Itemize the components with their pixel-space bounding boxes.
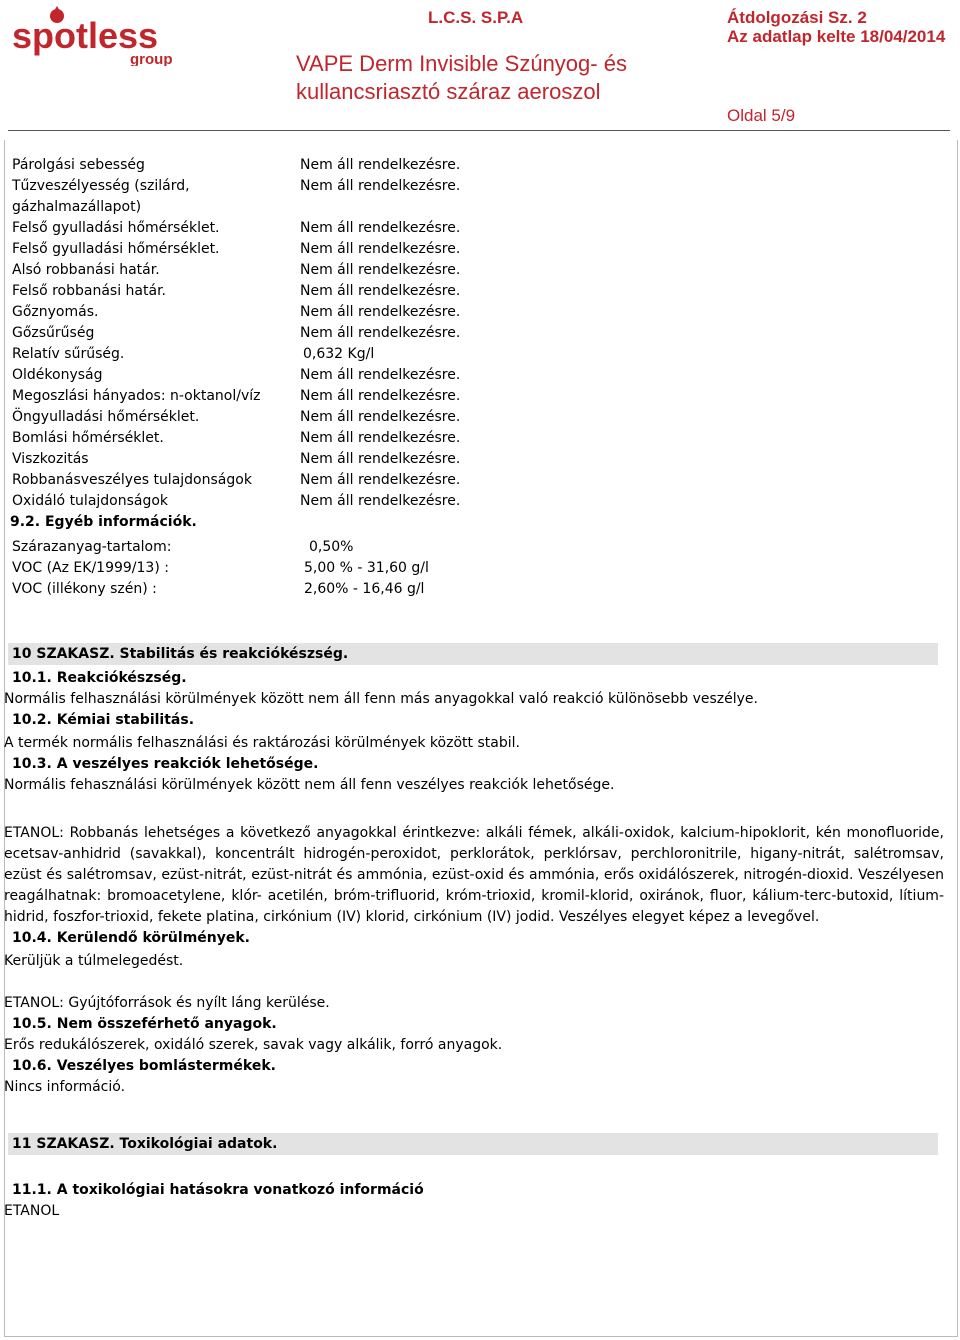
property-name: Relatív sűrűség.	[12, 346, 125, 362]
property-name: Felső gyulladási hőmérséklet.	[12, 241, 220, 257]
property-name: Felső gyulladási hőmérséklet.	[12, 220, 220, 236]
property-name: Párolgási sebesség	[12, 157, 145, 173]
revision-number: Átdolgozási Sz. 2	[727, 8, 867, 27]
info-name: VOC (illékony szén) :	[12, 581, 157, 597]
property-row	[12, 155, 492, 176]
property-name: Tűzveszélyesség (szilárd, gázhalmazállapot)	[12, 178, 190, 215]
product-name	[296, 50, 627, 106]
info-value: 5,00 % - 31,60 g/l	[304, 560, 429, 576]
subsection-10-6-text: Nincs információ.	[4, 1079, 126, 1095]
property-value: 0,632 Kg/l	[303, 346, 375, 362]
property-row	[12, 323, 492, 344]
property-name: Felső robbanási határ.	[12, 283, 166, 299]
subsection-10-3-text: Normális fehasználási körülmények között nem áll fenn veszélyes reakciók lehetősége.	[4, 777, 615, 793]
section-11-header	[8, 1133, 938, 1155]
property-value: Nem áll rendelkezésre.	[300, 304, 461, 320]
section-10-title: 10 SZAKASZ. Stabilitás és reakciókészség.	[12, 646, 349, 662]
property-name: Megoszlási hányados: n-oktanol/víz	[12, 388, 261, 404]
info-value: 0,50%	[309, 539, 354, 555]
property-name: Viszkozitás	[12, 451, 89, 467]
property-value: Nem áll rendelkezésre.	[300, 472, 461, 488]
property-row	[12, 176, 492, 218]
property-row	[12, 260, 492, 281]
subsection-10-1-text: Normális felhasználási körülmények között nem áll fenn más anyagokkal való reakció különösebb veszélye.	[4, 691, 758, 707]
properties-table	[12, 155, 492, 533]
subsection-10-4-etanol: ETANOL: Gyújtóforrások és nyílt láng kerülése.	[4, 995, 330, 1011]
subsection-10-3-title: 10.3. A veszélyes reakciók lehetősége.	[12, 756, 319, 772]
product-name-line2: kullancsriasztó száraz aeroszol	[296, 79, 601, 104]
info-row	[12, 579, 492, 600]
property-row	[12, 218, 492, 239]
property-name: Bomlási hőmérséklet.	[12, 430, 164, 446]
subsection-10-4-text: Kerüljük a túlmelegedést.	[4, 953, 184, 969]
subsection-11-1-title: 11.1. A toxikológiai hatásokra vonatkozó információ	[12, 1182, 424, 1198]
property-value: Nem áll rendelkezésre.	[300, 157, 461, 173]
property-row	[12, 239, 492, 260]
header-divider	[8, 130, 950, 131]
property-value: Nem áll rendelkezésre.	[300, 388, 461, 404]
product-name-line1: VAPE Derm Invisible Szúnyog- és	[296, 51, 627, 76]
spacer	[4, 796, 944, 817]
subsection-10-1-title: 10.1. Reakciókészség.	[12, 670, 187, 686]
property-row	[12, 491, 492, 512]
property-row	[12, 449, 492, 470]
info-row	[12, 558, 492, 579]
property-name: Oxidáló tulajdonságok	[12, 493, 169, 509]
property-value: Nem áll rendelkezésre.	[300, 451, 461, 467]
info-name: VOC (Az EK/1999/13) :	[12, 560, 169, 576]
property-value: Nem áll rendelkezésre.	[300, 325, 461, 341]
other-info-table	[12, 537, 492, 600]
subsection-10-3-etanol: ETANOL: Robbanás lehetséges a következő anyagokkal érintkezve: alkáli fémek, alkáli-oxidok, kalcium-hipoklorit, kén monofluoride, ecetsav-anhidrid (savakkal), koncentrált hidrogén-peroxidot, perklorátok, perklórsav, perchloronitrile, higany-nitrát, salétromsav, ezüst és salétromsav, ezüst-nitrát, ezüst-nitrát és ammónia, ezüst-oxid és ammónia, erős oxidálószerek, nitrogén-dioxid. Veszélyesen reagálhatnak: bromoacetylene, klór- acetilén, bróm-trifluorid, króm-trioxid, kromil-klorid, oxiránok, fluor, kálium-terc-butoxid, lítium-hidrid, foszfor-trioxid, fekete platina, cirkónium (IV) klorid, cirkónium (IV) jodid. Veszélyes elegyet képez a levegővel.	[4, 825, 944, 925]
subsection-10-6-title: 10.6. Veszélyes bomlástermékek.	[12, 1058, 276, 1074]
sheet-date: Az adatlap kelte 18/04/2014	[727, 27, 946, 46]
section-10-body	[4, 668, 944, 1098]
info-row	[12, 537, 492, 558]
subsection-11-1-text: ETANOL	[4, 1203, 60, 1219]
section-10-header	[8, 643, 938, 665]
property-row	[12, 428, 492, 449]
property-value: Nem áll rendelkezésre.	[300, 220, 461, 236]
property-value: Nem áll rendelkezésre.	[300, 367, 461, 383]
property-name: Alsó robbanási határ.	[12, 262, 160, 278]
page-number: Oldal 5/9	[727, 106, 796, 125]
info-name: Szárazanyag-tartalom:	[12, 539, 172, 555]
subsection-10-2-title: 10.2. Kémiai stabilitás.	[12, 712, 195, 728]
property-name: Öngyulladási hőmérséklet.	[12, 409, 200, 425]
property-name: Oldékonyság	[12, 367, 103, 383]
property-value: Nem áll rendelkezésre.	[300, 262, 461, 278]
subsection-10-5-text: Erős redukálószerek, oxidáló szerek, savak vagy alkálik, forró anyagok.	[4, 1037, 503, 1053]
spotless-logo	[10, 4, 180, 66]
property-value: Nem áll rendelkezésre.	[300, 409, 461, 425]
section-11-body	[4, 1180, 944, 1222]
property-row	[12, 281, 492, 302]
property-row	[12, 470, 492, 491]
property-value: Nem áll rendelkezésre.	[300, 430, 461, 446]
property-row	[12, 407, 492, 428]
spacer	[4, 972, 944, 993]
property-name: Gőznyomás.	[12, 304, 99, 320]
subsection-10-4-title: 10.4. Kerülendő körülmények.	[12, 930, 250, 946]
info-value: 2,60% - 16,46 g/l	[304, 581, 425, 597]
property-value: Nem áll rendelkezésre.	[300, 283, 461, 299]
subsection-10-2-text: A termék normális felhasználási és raktározási körülmények között stabil.	[4, 735, 520, 751]
property-row	[12, 344, 492, 365]
property-value: Nem áll rendelkezésre.	[300, 241, 461, 257]
property-name: Robbanásveszélyes tulajdonságok	[12, 472, 252, 488]
svg-text:spotless: spotless	[12, 15, 159, 56]
property-value: Nem áll rendelkezésre.	[300, 178, 461, 194]
property-row	[12, 302, 492, 323]
property-row	[12, 365, 492, 386]
property-row	[12, 386, 492, 407]
section-9-2-title: 9.2. Egyéb információk.	[10, 514, 197, 530]
company-name: L.C.S. S.P.A	[428, 8, 524, 27]
subsection-10-5-title: 10.5. Nem összeférhető anyagok.	[12, 1016, 277, 1032]
svg-text:group: group	[130, 51, 173, 66]
section-11-title: 11 SZAKASZ. Toxikológiai adatok.	[12, 1136, 278, 1152]
property-value: Nem áll rendelkezésre.	[300, 493, 461, 509]
property-name: Gőzsűrűség	[12, 325, 95, 341]
